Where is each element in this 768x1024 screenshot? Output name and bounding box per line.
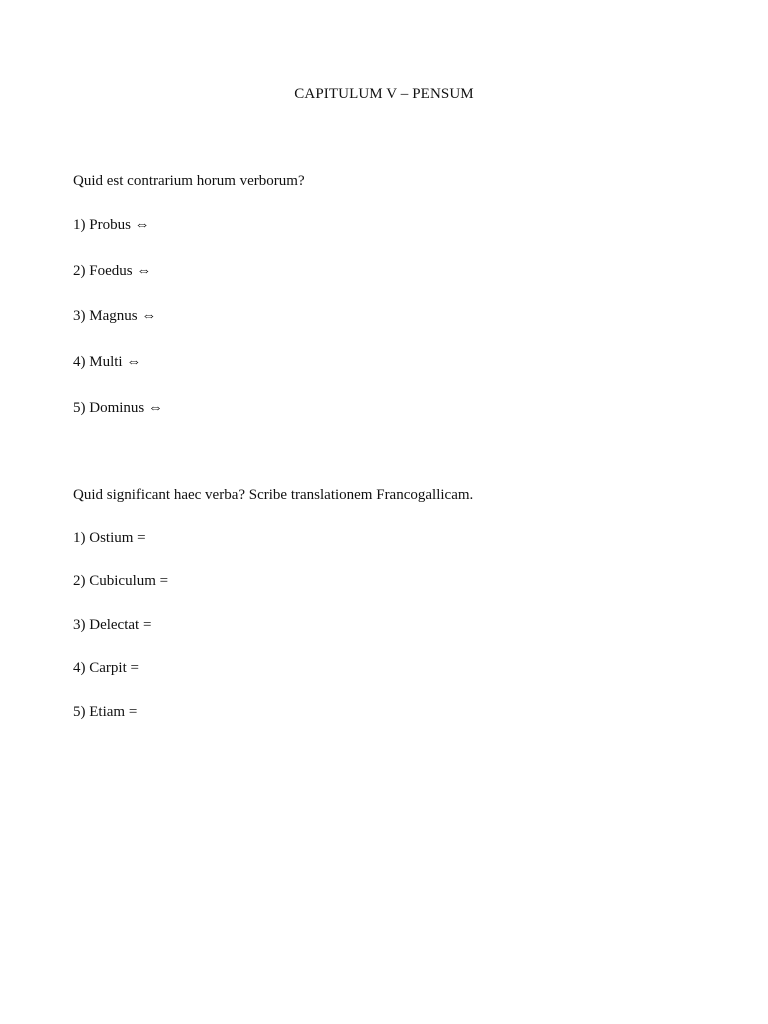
section1-item-1: 1) Probus ⇔: [73, 217, 150, 233]
section1-item-5: 5) Dominus ⇔: [73, 400, 163, 416]
section2-item-4: 4) Carpit =: [73, 660, 139, 676]
section2-item-5: 5) Etiam =: [73, 704, 138, 720]
section1-item-3: 3) Magnus ⇔: [73, 308, 157, 324]
section2-item-3: 3) Delectat =: [73, 617, 152, 633]
section1-question: Quid est contrarium horum verborum?: [73, 173, 305, 189]
section1-item-2: 2) Foedus ⇔: [73, 263, 152, 279]
page-title: CAPITULUM V – PENSUM: [294, 86, 474, 102]
section2-question: Quid significant haec verba? Scribe translationem Francogallicam.: [73, 487, 474, 503]
section2-item-1: 1) Ostium =: [73, 530, 146, 546]
section2-item-2: 2) Cubiculum =: [73, 573, 169, 589]
section1-item-4: 4) Multi ⇔: [73, 354, 142, 370]
